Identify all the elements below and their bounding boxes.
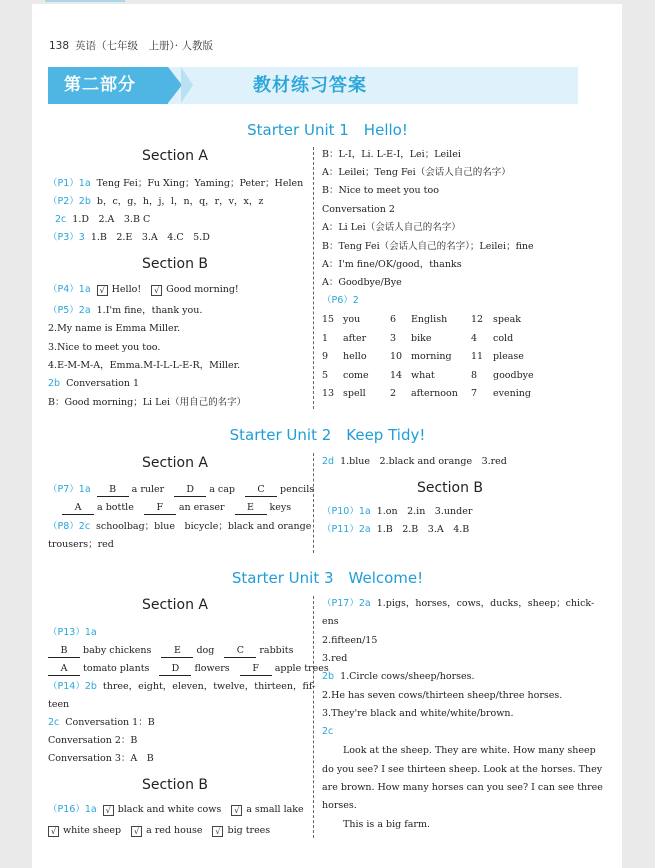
p6-number: 3: [390, 332, 397, 344]
p6-number: 7: [471, 388, 478, 399]
p6-number: 10: [390, 351, 403, 362]
answer-line: A：I'm fine/OK/good，thanks: [322, 259, 462, 270]
answer-line: Conversation 3：A B: [48, 753, 154, 764]
answer-2c-label: 2c: [322, 726, 334, 737]
p6-number: 15: [322, 314, 335, 325]
answer-line: B：L-I，Li. L-E-I，Lei；Leilei: [322, 149, 461, 160]
answer-line: A：Goodbye/Bye: [322, 277, 402, 288]
p6-number: 13: [322, 388, 335, 399]
unit-3-section-a: Section A: [141, 597, 209, 613]
answer-p13-row1: B baby chickens E dog C rabbits: [48, 644, 293, 658]
answer-p3: （P3）3 1.B 2.E 3.A 4.C 5.D: [48, 232, 210, 243]
page-header: [49, 38, 213, 53]
answer-line: teen: [48, 699, 70, 710]
p6-word: afternoon: [411, 388, 458, 399]
chevron-icon: [168, 67, 182, 103]
part-banner: [48, 67, 578, 104]
answer-line: 2.fifteen/15: [322, 635, 378, 646]
unit-3-section-b: Section B: [141, 777, 209, 793]
answer-p2: （P2）2b b，c，g，h，j，l，n，q，r，v，x，z: [48, 196, 264, 207]
answer-p11: （P11）2a 1.B 2.B 3.A 4.B: [322, 524, 470, 535]
book-title: 英语（七年级 上册）· 人教版: [75, 40, 213, 52]
answer-line: ens: [322, 616, 339, 627]
p6-word: morning: [411, 351, 452, 362]
answer-line: 4.E-M-M-A，Emma.M-I-L-L-E-R，Miller.: [48, 360, 241, 371]
p6-word: after: [343, 332, 367, 344]
unit-3-title: Starter Unit 3 Welcome!: [231, 569, 424, 587]
answer-paragraph-line: This is a big farm.: [343, 819, 430, 830]
p6-number: 2: [390, 388, 397, 399]
answer-p10: （P10）1a 1.on 2.in 3.under: [322, 506, 473, 517]
p6-word: goodbye: [493, 369, 534, 381]
answer-line: B：Good morning；Li Lei（用自己的名字）: [48, 397, 247, 408]
unit-1-section-b: Section B: [141, 256, 209, 272]
unit-1-title: Starter Unit 1 Hello!: [247, 121, 408, 139]
p6-number: 6: [390, 314, 397, 325]
answer-2c: 2c 1.D 2.A 3.B C: [55, 214, 151, 225]
answer-paragraph-line: Look at the sheep. They are white. How many sheep: [343, 745, 596, 756]
answer-p7-row1: （P7）1a B a ruler D a cap C pencils: [48, 484, 315, 495]
p6-word: hello: [343, 351, 367, 362]
p6-word: speak: [493, 314, 521, 325]
checkbox-icon: √: [97, 285, 108, 296]
answer-p4: （P4）1a √ Hello! √ Good morning!: [48, 284, 239, 295]
p6-number: 14: [390, 369, 403, 381]
answer-2b: 2b 1.Circle cows/sheep/horses.: [322, 671, 475, 682]
p6-number: 1: [322, 332, 329, 344]
chevron-icon: [181, 67, 193, 103]
p6-word: evening: [493, 388, 531, 399]
p6-word: what: [411, 369, 435, 381]
answer-line: A：Leilei；Teng Fei（会话人自己的名字）: [322, 167, 511, 178]
unit-2-title: Starter Unit 2 Keep Tidy!: [229, 426, 426, 444]
p6-word: please: [493, 351, 524, 362]
p6-number: 9: [322, 351, 329, 362]
checkbox-icon: √: [103, 805, 114, 816]
part-tab: 第二部分: [48, 67, 168, 104]
checkbox-icon: √: [212, 826, 223, 837]
unit-1-section-a: Section A: [141, 148, 209, 164]
unit-2-section-a: Section A: [141, 455, 209, 471]
p6-number: 8: [471, 369, 478, 381]
answer-p5: （P5）2a 1.I'm fine，thank you.: [48, 305, 203, 316]
answer-line: Conversation 2: [322, 204, 395, 215]
answer-p13-row2: A tomato plants D flowers F apple trees: [48, 662, 329, 676]
answer-line: B：Teng Fei（会话人自己的名字）；Leilei；fine: [322, 241, 534, 252]
answer-2c: 2c Conversation 1：B: [48, 717, 155, 728]
p6-word: cold: [493, 332, 514, 344]
answer-line: Conversation 2：B: [48, 735, 138, 746]
answer-line: 2.He has seven cows/thirteen sheep/three horses.: [322, 690, 563, 701]
answer-p16-row2: √ white sheep √ a red house √ big trees: [48, 824, 270, 837]
column-divider: [313, 453, 314, 553]
answer-p16-row1: （P16）1a √ black and white cows √ a small lake: [48, 804, 304, 815]
answer-2b: 2b Conversation 1: [48, 378, 140, 389]
answer-line: 3.They're black and white/white/brown.: [322, 708, 514, 719]
answer-paragraph-line: do you see? I see thirteen sheep. Look at the horses. They: [322, 764, 603, 775]
checkbox-icon: √: [151, 285, 162, 296]
answer-line: A：Li Lei（会话人自己的名字）: [322, 222, 461, 233]
answer-line: 2.My name is Emma Miller.: [48, 323, 181, 334]
answer-p8: （P8）2c schoolbag；blue bicycle；black and orange: [48, 521, 312, 532]
answer-2d: 2d 1.blue 2.black and orange 3.red: [322, 456, 507, 467]
answer-p6-label: （P6）2: [322, 295, 359, 306]
answer-p1: （P1）1a Teng Fei；Fu Xing；Yaming；Peter；Helen: [48, 178, 304, 189]
answer-line: B：Nice to meet you too: [322, 185, 439, 196]
column-divider: [313, 147, 314, 409]
answer-paragraph-line: are brown. How many horses can you see? I can see three: [322, 782, 603, 793]
unit-2-section-b: Section B: [416, 480, 484, 496]
answer-p17: （P17）2a 1.pigs，horses，cows，ducks，sheep；chick-: [322, 598, 595, 609]
p6-number: 5: [322, 369, 329, 381]
part-title: 教材练习答案: [253, 75, 367, 96]
page-number: 138: [49, 40, 70, 52]
answer-p7-row2: A a bottle F an eraser E keys: [62, 501, 291, 515]
answer-p13-label: （P13）1a: [48, 627, 97, 638]
answer-p14: （P14）2b three，eight，eleven，twelve，thirteen，fif-: [48, 681, 316, 692]
p6-number: 4: [471, 332, 478, 344]
column-divider: [313, 596, 314, 838]
p6-word: come: [343, 369, 369, 381]
checkbox-icon: √: [131, 826, 142, 837]
answer-line: trousers；red: [48, 539, 114, 550]
top-rule: [45, 0, 125, 2]
p6-number: 12: [471, 314, 484, 325]
p6-number: 11: [471, 351, 484, 362]
checkbox-icon: √: [231, 805, 242, 816]
answer-line: 3.red: [322, 653, 348, 664]
p6-word: English: [411, 314, 448, 325]
checkbox-icon: √: [48, 826, 59, 837]
p6-word: spell: [343, 388, 366, 399]
p6-word: you: [343, 314, 361, 325]
answer-line: 3.Nice to meet you too.: [48, 342, 161, 353]
p6-word: bike: [411, 332, 432, 344]
answer-paragraph-line: horses.: [322, 800, 357, 811]
